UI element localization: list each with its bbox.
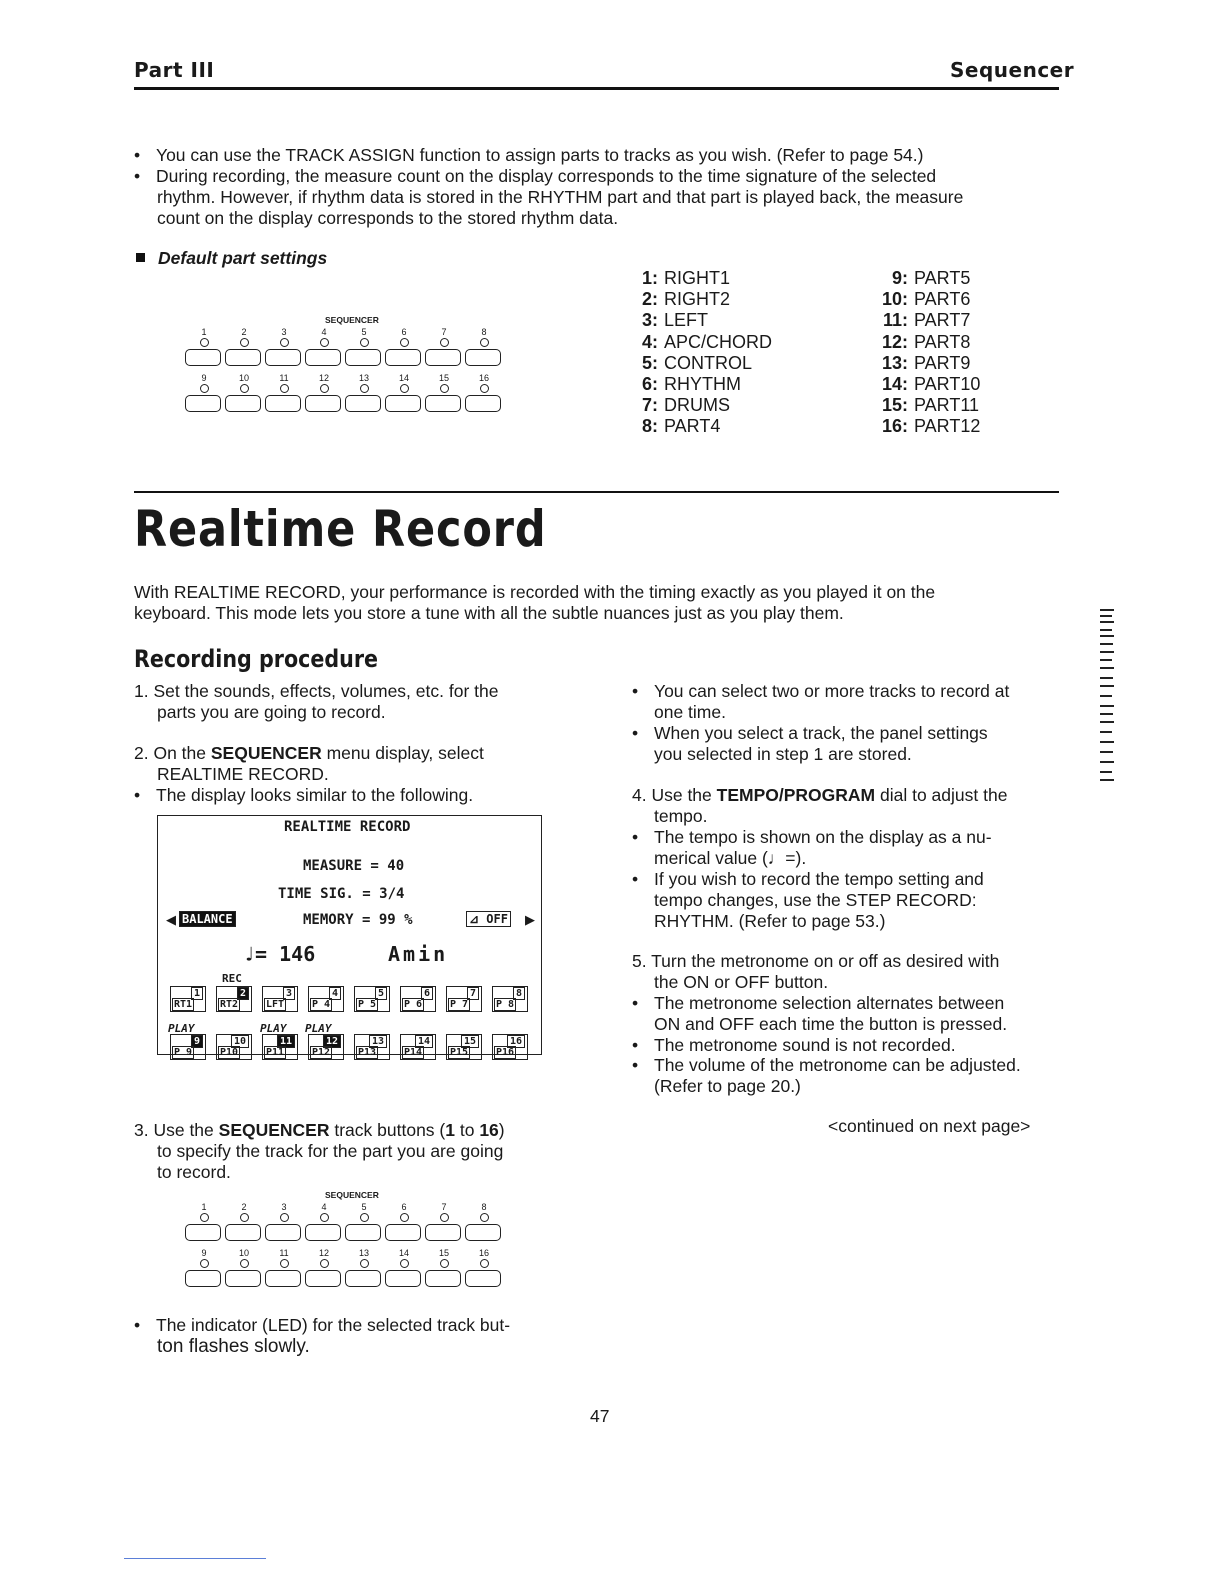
sequencer-label: SEQUENCER (325, 1190, 379, 1200)
lcd-track (216, 1034, 252, 1060)
lcd-track-number: 12 (323, 1035, 341, 1048)
part-number: 2: (641, 289, 658, 310)
part-row (640, 416, 772, 437)
track-button[interactable] (185, 349, 221, 366)
parts-list-left (640, 268, 772, 438)
paragraph-line: you selected in step 1 are stored. (654, 744, 912, 764)
part-number: 4: (641, 331, 658, 352)
step-1-cont: parts you are going to record. (157, 702, 386, 722)
track-number: 3 (281, 327, 287, 337)
balance-button: BALANCE (179, 911, 236, 927)
lcd-track (354, 1034, 390, 1060)
lcd-tempo: ♩= 146 (243, 942, 316, 966)
led-indicator (280, 384, 289, 393)
track-button[interactable] (185, 395, 221, 412)
part-row (876, 310, 980, 331)
track-button[interactable] (425, 1270, 461, 1287)
track-number: 15 (438, 1248, 449, 1258)
part-name: RIGHT2 (664, 289, 731, 310)
lcd-measure: MEASURE = 40 (303, 858, 405, 874)
part-name: PART5 (914, 268, 971, 288)
arrow-right-icon: ▶ (525, 912, 535, 927)
default-part-heading: Default part settings (158, 248, 328, 268)
lcd-track-part: P 7 (450, 999, 469, 1010)
off-button: ⊿ OFF (466, 911, 511, 927)
led-indicator (280, 1259, 289, 1268)
part-name: CONTROL (664, 352, 753, 373)
part-row (876, 395, 980, 416)
track-button[interactable] (465, 1224, 501, 1241)
led-indicator (320, 338, 329, 347)
track-number: 2 (241, 327, 247, 337)
lcd-track (492, 1034, 528, 1060)
track-button[interactable] (305, 395, 341, 412)
track-button[interactable] (345, 1270, 381, 1287)
continued-note: <continued on next page> (828, 1116, 1031, 1136)
lcd-track (262, 1034, 298, 1060)
lcd-track-part: P 5 (358, 999, 377, 1010)
part-name: PART6 (914, 289, 971, 310)
part-name: PART9 (914, 352, 971, 373)
lcd-track-part: P 9 (174, 1047, 193, 1058)
part-row (640, 374, 772, 395)
led-indicator (240, 1259, 249, 1268)
track-number: 14 (398, 1248, 409, 1258)
track-button[interactable] (185, 1270, 221, 1287)
part-row (876, 268, 980, 289)
part-row (876, 353, 980, 374)
led-indicator (400, 384, 409, 393)
section-label: Sequencer (950, 58, 1075, 82)
track-button[interactable] (385, 349, 421, 366)
led-indicator (440, 1213, 449, 1222)
part-name: RIGHT1 (664, 268, 731, 288)
track-number: 7 (441, 1202, 447, 1212)
part-label: Part III (134, 58, 215, 82)
track-button[interactable] (345, 1224, 381, 1241)
track-number: 9 (201, 1248, 207, 1258)
track-number: 14 (398, 373, 409, 383)
step-3-cont: to specify the track for the part you are going (157, 1141, 504, 1161)
part-number: 1: (641, 268, 658, 288)
track-number: 16 (478, 373, 489, 383)
part-name: PART7 (914, 310, 971, 331)
play-label: PLAY (305, 1022, 332, 1035)
part-number: 3: (641, 310, 658, 331)
lcd-track-number: 8 (513, 987, 525, 1000)
lcd-track-number: 7 (467, 987, 479, 1000)
lcd-track-part: P 6 (404, 999, 423, 1010)
lcd-track (308, 986, 344, 1012)
led-indicator (200, 384, 209, 393)
play-label: PLAY (168, 1022, 195, 1035)
edge-marks-icon (1098, 606, 1120, 786)
track-button[interactable] (305, 1270, 341, 1287)
section-rule (134, 491, 1059, 493)
led-indicator (440, 1259, 449, 1268)
led-indicator (480, 384, 489, 393)
track-button[interactable] (385, 395, 421, 412)
led-indicator (440, 338, 449, 347)
track-button[interactable] (345, 349, 381, 366)
lcd-timesig: TIME SIG. = 3/4 (278, 886, 405, 902)
lcd-track-number: 4 (329, 987, 341, 1000)
track-button[interactable] (385, 1224, 421, 1241)
part-name: LEFT (664, 310, 709, 331)
lcd-track-number: 13 (369, 1035, 387, 1048)
lcd-track-number: 1 (191, 987, 203, 1000)
led-indicator (400, 338, 409, 347)
track-number: 8 (481, 327, 487, 337)
step-5-cont: the ON or OFF button. (654, 972, 829, 992)
lcd-track-number: 9 (191, 1035, 203, 1048)
led-indicator (200, 1213, 209, 1222)
lcd-track-number: 10 (231, 1035, 249, 1048)
page-number: 47 (590, 1406, 610, 1426)
footer-line (124, 1558, 266, 1559)
track-number: 4 (321, 1202, 327, 1212)
track-number: 12 (318, 1248, 329, 1258)
track-button[interactable] (265, 1224, 301, 1241)
track-number: 11 (279, 373, 289, 383)
part-number: 16: (881, 416, 908, 437)
step-3-cont: to record. (157, 1162, 231, 1182)
led-indicator (360, 1259, 369, 1268)
paragraph-line: With REALTIME RECORD, your performance is recorded with the timing exactly as you played it on the (134, 582, 936, 602)
track-number: 5 (361, 1202, 367, 1212)
track-number: 11 (279, 1248, 289, 1258)
part-number: 10: (881, 289, 908, 310)
track-button[interactable] (345, 395, 381, 412)
part-name: PART4 (664, 416, 721, 437)
step-2: 2. On the SEQUENCER menu display, select (134, 743, 484, 763)
track-number: 10 (238, 373, 249, 383)
track-number: 15 (438, 373, 449, 383)
lcd-track (400, 1034, 436, 1060)
led-indicator (400, 1213, 409, 1222)
track-number: 4 (321, 327, 327, 337)
part-number: 9: (891, 268, 908, 288)
led-indicator (400, 1259, 409, 1268)
part-row (876, 374, 980, 395)
track-number: 9 (201, 373, 207, 383)
metronome-icon: ⊿ (469, 912, 480, 926)
part-number: 7: (641, 395, 658, 416)
track-number: 8 (481, 1202, 487, 1212)
step-1: 1. Set the sounds, effects, volumes, etc. for the (134, 681, 499, 701)
square-bullet-icon (136, 253, 145, 262)
part-name: PART11 (914, 395, 980, 416)
track-number: 12 (318, 373, 329, 383)
lcd-track (492, 986, 528, 1012)
track-number: 16 (478, 1248, 489, 1258)
track-number: 3 (281, 1202, 287, 1212)
part-number: 11: (882, 310, 908, 331)
parts-list-right (876, 268, 980, 438)
step-3: 3. Use the SEQUENCER track buttons (1 to 16) (134, 1120, 505, 1140)
lcd-track (446, 986, 482, 1012)
paragraph-line: tempo changes, use the STEP RECORD: (654, 890, 977, 910)
track-button[interactable] (225, 1224, 261, 1241)
lcd-track-part: P 8 (496, 999, 515, 1010)
led-indicator (360, 1213, 369, 1222)
track-number: 13 (358, 1248, 369, 1258)
led-indicator (320, 1213, 329, 1222)
part-name: RHYTHM (664, 374, 741, 395)
track-number: 10 (238, 1248, 249, 1258)
lcd-track-part: LFT (266, 999, 285, 1010)
sequencer-panel (185, 1190, 525, 1295)
track-button[interactable] (465, 395, 501, 412)
track-button[interactable] (305, 1224, 341, 1241)
lcd-title: REALTIME RECORD (284, 819, 411, 835)
lcd-track-number: 11 (277, 1035, 295, 1048)
paragraph-line: RHYTHM. (Refer to page 53.) (654, 911, 886, 931)
paragraph-line: ON and OFF each time the button is pressed. (654, 1014, 1008, 1034)
part-number: 5: (641, 352, 658, 373)
lcd-display (157, 815, 542, 1058)
lcd-track-part: P10 (220, 1047, 239, 1058)
track-button[interactable] (265, 1270, 301, 1287)
lcd-track-number: 6 (421, 987, 433, 1000)
lcd-track-part: P14 (404, 1047, 423, 1058)
led-indicator (280, 338, 289, 347)
led-indicator (200, 1259, 209, 1268)
track-number: 6 (401, 1202, 407, 1212)
led-indicator (240, 338, 249, 347)
lcd-track (308, 1034, 344, 1060)
part-row (876, 332, 980, 353)
lcd-memory: MEMORY = 99 % (303, 912, 413, 928)
track-button[interactable] (225, 349, 261, 366)
part-row (640, 395, 772, 416)
led-indicator (240, 1213, 249, 1222)
track-number: 1 (201, 1202, 207, 1212)
lcd-track-number: 5 (375, 987, 387, 1000)
lcd-track (400, 986, 436, 1012)
lcd-track-part: P15 (450, 1047, 469, 1058)
track-button[interactable] (425, 1224, 461, 1241)
header-rule (134, 87, 1059, 90)
led-indicator (440, 384, 449, 393)
led-indicator (320, 1259, 329, 1268)
led-indicator (480, 1213, 489, 1222)
track-button[interactable] (265, 395, 301, 412)
track-button[interactable] (305, 349, 341, 366)
lcd-track-number: 16 (507, 1035, 525, 1048)
part-row (640, 332, 772, 353)
part-name: DRUMS (664, 395, 730, 416)
sequencer-panel (185, 315, 525, 420)
part-name: PART8 (914, 331, 971, 352)
lcd-track-part: P13 (358, 1047, 377, 1058)
page-title: Realtime Record (134, 500, 547, 558)
track-button[interactable] (265, 349, 301, 366)
led-indicator (320, 384, 329, 393)
led-indicator (360, 384, 369, 393)
track-button[interactable] (465, 349, 501, 366)
lcd-track-part: P16 (496, 1047, 515, 1058)
play-label: PLAY (260, 1022, 287, 1035)
sequencer-label: SEQUENCER (325, 315, 379, 325)
part-row (640, 353, 772, 374)
step-5: 5. Turn the metronome on or off as desired with (632, 951, 1000, 971)
track-number: 7 (441, 327, 447, 337)
lcd-track (216, 986, 252, 1012)
lcd-track-part: P11 (266, 1047, 285, 1058)
lcd-track-part: RT2 (220, 999, 239, 1010)
part-name: PART10 (914, 374, 981, 395)
part-row (876, 289, 980, 310)
step-4-cont: tempo. (654, 806, 708, 826)
track-button[interactable] (225, 1270, 261, 1287)
lcd-track (170, 986, 206, 1012)
part-row (640, 289, 772, 310)
led-indicator (200, 338, 209, 347)
procedure-heading: Recording procedure (134, 645, 379, 673)
part-number: 14: (881, 374, 908, 395)
part-row (640, 268, 772, 289)
led-indicator (360, 338, 369, 347)
part-name: APC/CHORD (664, 331, 773, 352)
led-indicator (480, 338, 489, 347)
lcd-track-part: P 4 (312, 999, 331, 1010)
led-indicator (240, 384, 249, 393)
lcd-track-number: 3 (283, 987, 295, 1000)
paragraph-line: merical value (♩=). (654, 848, 807, 868)
track-button[interactable] (465, 1270, 501, 1287)
part-number: 13: (881, 352, 908, 373)
paragraph-line: rhythm. However, if rhythm data is stored in the RHYTHM part and that part is played back, the measure (157, 187, 964, 207)
lcd-chord: Amin (388, 942, 449, 966)
track-number: 1 (201, 327, 207, 337)
lcd-track-number: 15 (461, 1035, 479, 1048)
lcd-track-part: P12 (312, 1047, 331, 1058)
track-number: 6 (401, 327, 407, 337)
track-button[interactable] (185, 1224, 221, 1241)
paragraph-line: keyboard. This mode lets you store a tune with all the subtle nuances just as you play them. (134, 603, 844, 623)
lcd-track (354, 986, 390, 1012)
lcd-track (170, 1034, 206, 1060)
track-button[interactable] (385, 1270, 421, 1287)
lcd-track-number: 14 (415, 1035, 433, 1048)
rec-label: REC (222, 972, 242, 985)
track-number: 5 (361, 327, 367, 337)
led-indicator (480, 1259, 489, 1268)
paragraph-line: one time. (654, 702, 726, 722)
arrow-left-icon: ◀ (166, 912, 176, 927)
part-name: PART12 (914, 416, 981, 437)
lcd-track-number: 2 (237, 987, 249, 1000)
led-indicator (280, 1213, 289, 1222)
track-button[interactable] (225, 395, 261, 412)
part-row (876, 416, 980, 437)
part-number: 8: (641, 416, 658, 437)
track-number: 13 (358, 373, 369, 383)
part-number: 6: (641, 374, 658, 395)
part-number: 15: (881, 395, 908, 416)
lcd-track-part: RT1 (174, 999, 193, 1010)
track-button[interactable] (425, 395, 461, 412)
part-row (640, 310, 772, 331)
paragraph-line: ton flashes slowly. (157, 1336, 310, 1357)
part-number: 12: (881, 331, 908, 352)
lcd-track (262, 986, 298, 1012)
step-4: 4. Use the TEMPO/PROGRAM dial to adjust the (632, 785, 1008, 805)
step-2-cont: REALTIME RECORD. (157, 764, 329, 784)
track-button[interactable] (425, 349, 461, 366)
track-number: 2 (241, 1202, 247, 1212)
paragraph-line: (Refer to page 20.) (654, 1076, 801, 1096)
lcd-track (446, 1034, 482, 1060)
paragraph-line: count on the display corresponds to the stored rhythm data. (157, 208, 619, 228)
